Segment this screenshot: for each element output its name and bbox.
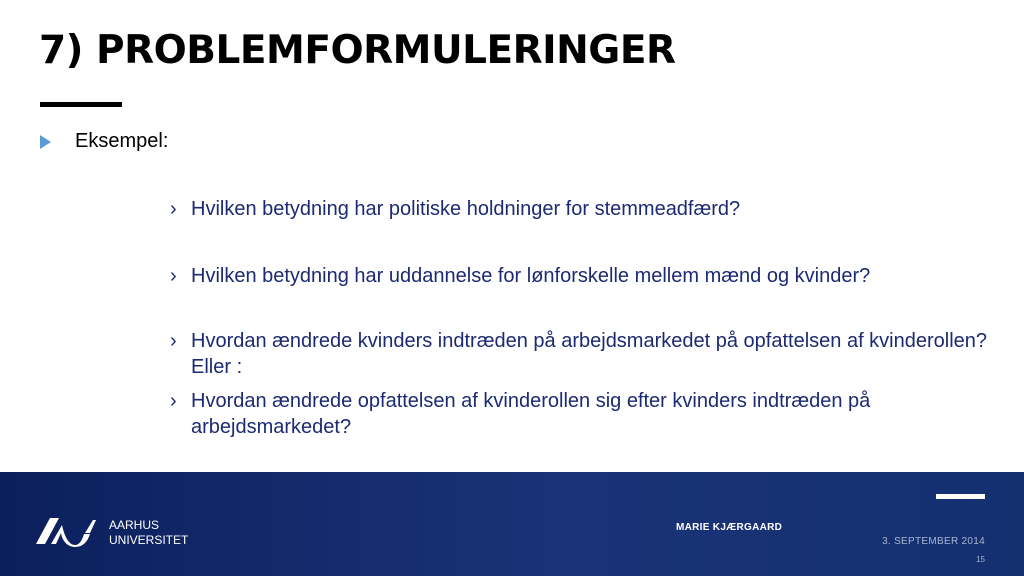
chevron-bullet-icon: ›: [170, 330, 177, 352]
example-item-4: [170, 388, 1000, 440]
footer-accent-bar: [936, 494, 985, 499]
page-number: 15: [976, 555, 985, 564]
slide-date: 3. SEPTEMBER 2014: [882, 536, 985, 547]
university-name-line2: UNIVERSITET: [109, 533, 189, 547]
triangle-bullet-icon: [40, 135, 51, 149]
bullet-label: Eksempel:: [75, 130, 169, 152]
university-name: [109, 518, 188, 548]
chevron-bullet-icon: ›: [170, 390, 177, 412]
example-text: Hvilken betydning har politiske holdninger for stemmeadfærd?: [191, 198, 741, 220]
chevron-bullet-icon: ›: [170, 198, 177, 220]
example-text: Hvordan ændrede opfattelsen af kvinderollen sig efter kvinders indtræden på arbejdsmarkedet?: [191, 390, 871, 438]
example-item-2: [170, 263, 1000, 289]
example-text: Hvordan ændrede kvinders indtræden på arbejdsmarkedet på opfattelsen af kvinderollen? Eller :: [191, 330, 988, 378]
author-name: MARIE KJÆRGAARD: [676, 522, 783, 533]
bullet-eksempel: [40, 130, 168, 153]
slide-footer: [0, 472, 1024, 576]
slide-title: 7) PROBLEMFORMULERINGER: [39, 28, 676, 73]
chevron-bullet-icon: ›: [170, 265, 177, 287]
university-name-line1: AARHUS: [109, 518, 160, 532]
example-item-1: [170, 196, 1000, 222]
example-text: Hvilken betydning har uddannelse for lønforskelle mellem mænd og kvinder?: [191, 265, 871, 287]
title-underline: [40, 102, 122, 107]
au-wave-logo-icon: [34, 515, 96, 547]
example-item-3: [170, 328, 1000, 380]
